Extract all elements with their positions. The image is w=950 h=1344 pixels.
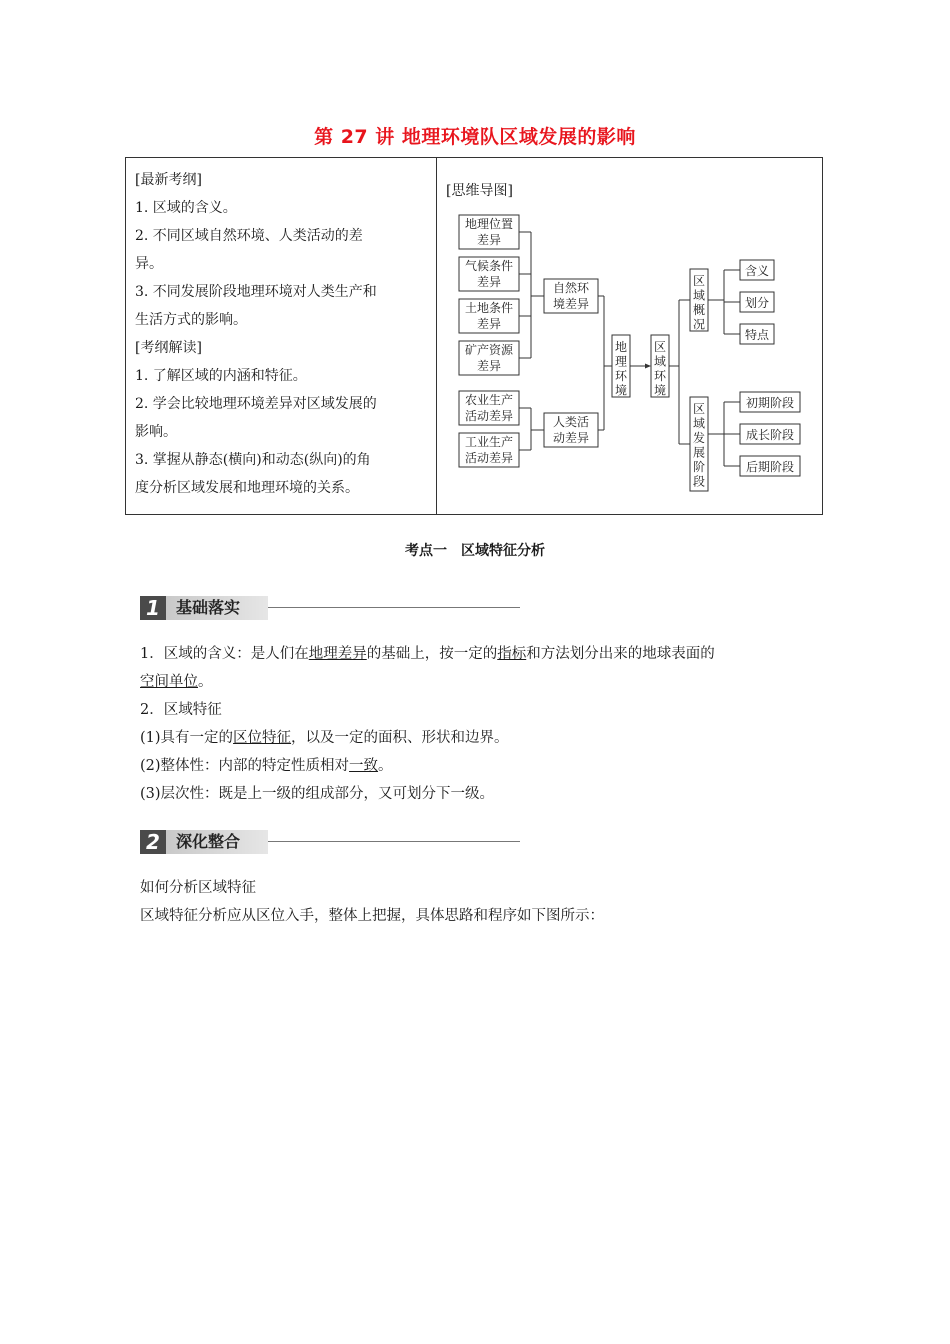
nature-item-2-line1: 气候条件 <box>464 259 514 273</box>
syllabus-line: 1. 区域的含义。 <box>135 200 237 216</box>
human-item-1-line2: 活动差异 <box>464 409 514 423</box>
section-heading-kaodian: 考点一 区域特征分析 <box>405 543 545 559</box>
overview-item-meaning: 含义 <box>744 264 770 278</box>
nature-item-3-line2: 差异 <box>476 317 502 331</box>
stage-item-initial: 初期阶段 <box>745 396 795 410</box>
section-number-badge: 1 <box>140 596 166 620</box>
paragraph-feature-1: (1)具有一定的区位特征，以及一定的面积、形状和边界。 <box>140 730 509 746</box>
paragraph-feature-2: (2)整体性：内部的特定性质相对一致。 <box>140 758 393 774</box>
syllabus-line: 3. 不同发展阶段地理环境对人类生产和 <box>135 284 377 300</box>
human-item-2-line1: 工业生产 <box>464 435 514 449</box>
region-env-box-text: 区域环境 <box>653 340 667 398</box>
paragraph-analysis-method: 区域特征分析应从区位入手，整体上把握，具体思路和程序如下图所示： <box>140 908 604 924</box>
page-title: 第 27 讲 地理环境队区域发展的影响 <box>314 126 636 148</box>
overview-box-text: 区域概况 <box>692 274 706 332</box>
syllabus-column <box>135 166 427 502</box>
human-item-1-line1: 农业生产 <box>464 393 514 407</box>
overview-item-features: 特点 <box>744 328 770 342</box>
human-group-line2: 动差异 <box>552 431 590 445</box>
nature-item-1-line2: 差异 <box>476 233 502 247</box>
syllabus-line: 影响。 <box>135 424 177 440</box>
syllabus-line: [考纲解读] <box>135 340 202 356</box>
syllabus-line: 2. 不同区域自然环境、人类活动的差 <box>135 228 363 244</box>
mind-map-diagram <box>438 203 822 515</box>
syllabus-line: 1. 了解区域的内涵和特征。 <box>135 368 307 384</box>
column-divider <box>436 158 437 514</box>
paragraph-region-meaning-cont: 空间单位。 <box>140 674 213 690</box>
syllabus-line: 2. 学会比较地理环境差异对区域发展的 <box>135 396 377 412</box>
section-number-badge: 2 <box>140 830 166 854</box>
section-rule <box>268 607 520 608</box>
nature-item-4-line2: 差异 <box>476 359 502 373</box>
section-rule <box>268 841 520 842</box>
human-group-line1: 人类活 <box>552 415 590 429</box>
syllabus-line: 异。 <box>135 256 163 272</box>
nature-item-4-line1: 矿产资源 <box>464 343 514 357</box>
syllabus-line: [最新考纲] <box>135 172 202 188</box>
paragraph-feature-3: (3)层次性：既是上一级的组成部分，又可划分下一级。 <box>140 786 495 802</box>
overview-item-division: 划分 <box>744 296 770 310</box>
nature-item-3-line1: 土地条件 <box>464 301 514 315</box>
nature-item-1-line1: 地理位置 <box>464 217 514 231</box>
nature-group-line1: 自然环 <box>552 281 590 295</box>
stages-box-text: 区域发展阶段 <box>692 402 706 489</box>
syllabus-line: 度分析区域发展和地理环境的关系。 <box>135 480 359 496</box>
stage-item-growth: 成长阶段 <box>745 428 795 442</box>
human-item-2-line2: 活动差异 <box>464 451 514 465</box>
overview-table <box>125 157 823 515</box>
mind-map-label: [思维导图] <box>446 183 513 199</box>
syllabus-line: 生活方式的影响。 <box>135 312 247 328</box>
paragraph-region-meaning: 1．区域的含义：是人们在地理差异的基础上，按一定的指标和方法划分出来的地球表面的 <box>140 646 715 662</box>
paragraph-how-analyze: 如何分析区域特征 <box>140 880 256 896</box>
paragraph-region-features: 2．区域特征 <box>140 702 222 718</box>
section-label: 深化整合 <box>166 830 268 854</box>
geo-env-box-text: 地理环境 <box>614 340 628 398</box>
nature-item-2-line2: 差异 <box>476 275 502 289</box>
nature-group-line2: 境差异 <box>552 297 590 311</box>
section-label: 基础落实 <box>166 596 268 620</box>
syllabus-line: 3. 掌握从静态(横向)和动态(纵向)的角 <box>135 452 371 468</box>
deepen-content <box>140 874 830 930</box>
stage-item-late: 后期阶段 <box>745 460 795 474</box>
basics-content <box>140 640 830 808</box>
